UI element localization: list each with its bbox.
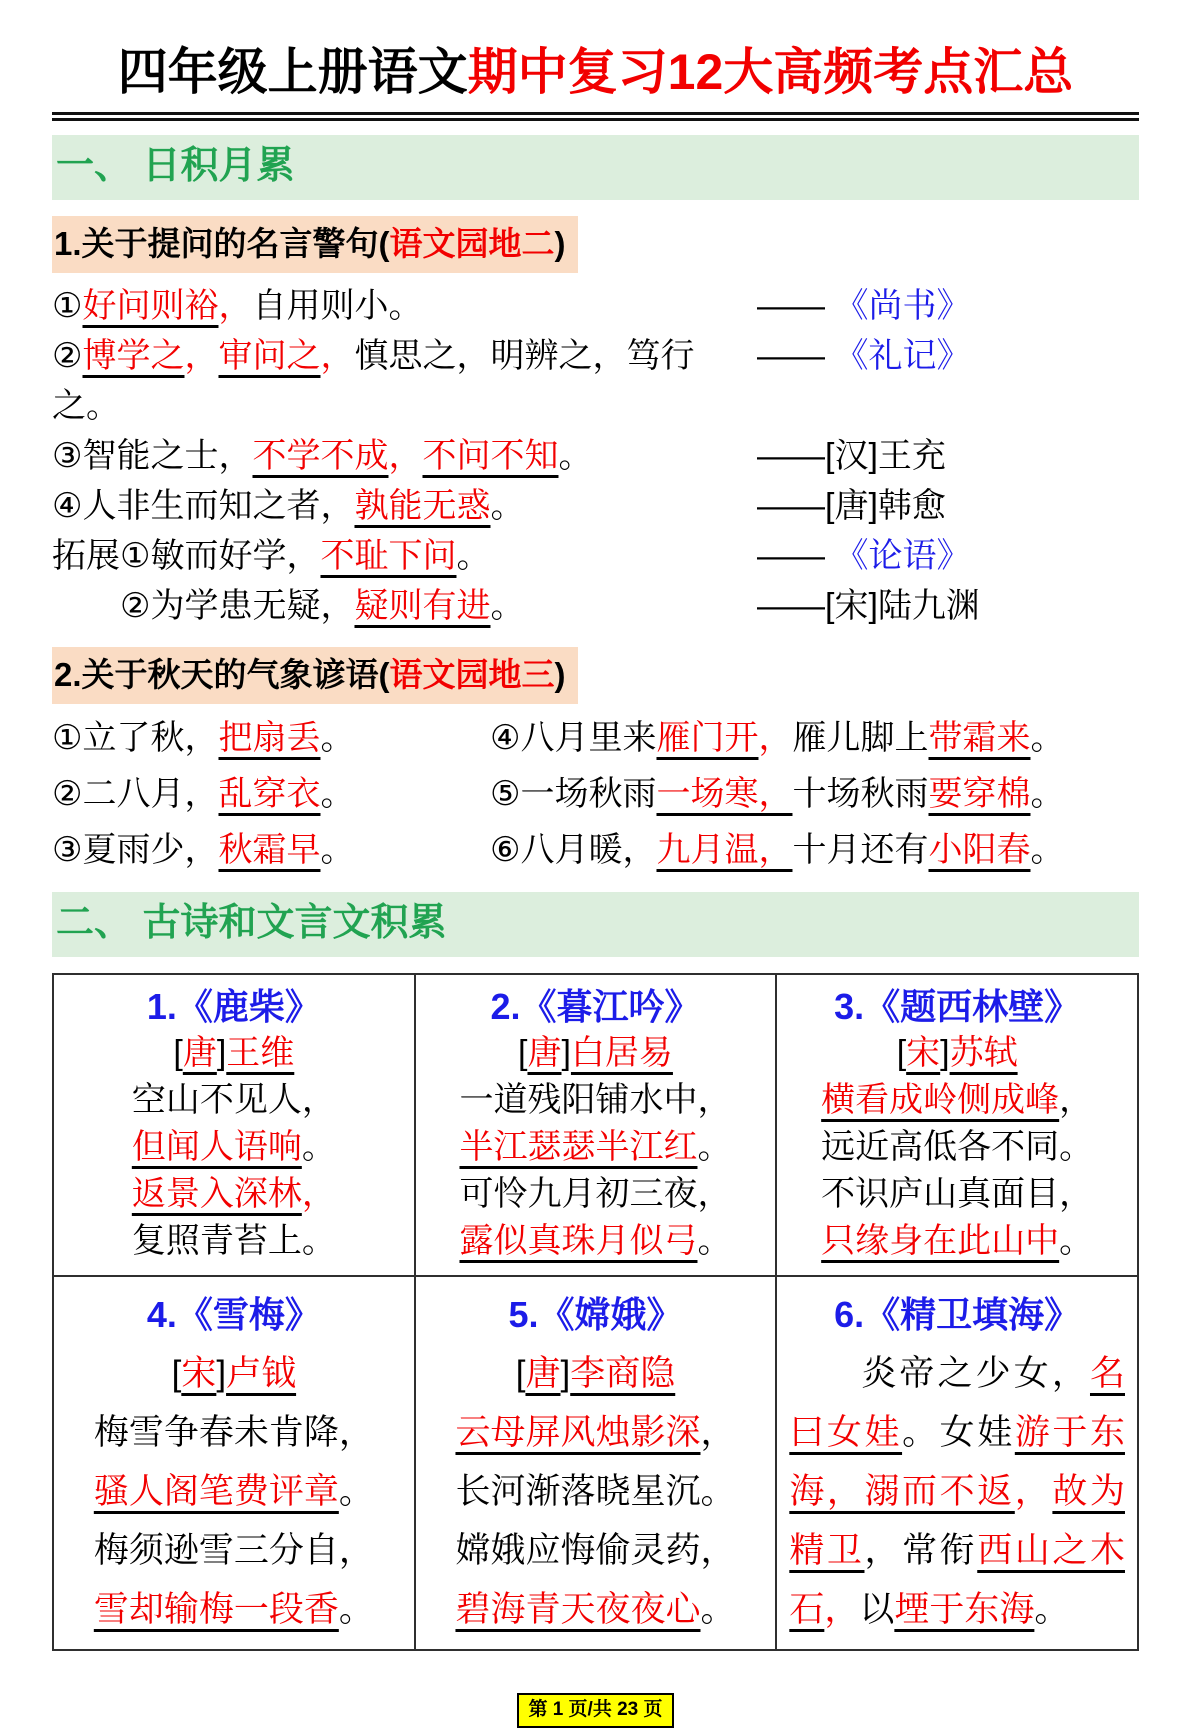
- quote-text: ③智能之士，不学不成，不问不知。: [52, 437, 593, 475]
- quote-row: [52, 531, 1139, 581]
- quote-text: 拓展①敏而好学，不耻下问。: [52, 537, 491, 575]
- quote-row: [52, 431, 1139, 481]
- poem-line: 空山不见人，: [131, 1081, 336, 1119]
- section-1-heading: 一、 日积月累: [52, 135, 1139, 200]
- poem-title: 1.《鹿柴》: [146, 986, 321, 1027]
- quote-row: [52, 331, 1139, 431]
- poem-title: 2.《暮江吟》: [490, 986, 701, 1027]
- poem-line: 雪却输梅一段香。: [93, 1590, 374, 1629]
- quote-source: —— 《论语》: [757, 537, 971, 575]
- poem-title: 4.《雪梅》: [146, 1294, 321, 1335]
- proverbs-left-column: [52, 710, 490, 878]
- weather-proverbs-list: [52, 710, 1139, 878]
- quote-text: ④人非生而知之者，孰能无惑。: [52, 487, 525, 525]
- poem-line: 骚人阁笔费评章。: [93, 1472, 374, 1511]
- poem-cell-2: [415, 974, 777, 1276]
- poem-title: 3.《题西林壁》: [834, 986, 1081, 1027]
- poem-line: 返景入深林，: [131, 1175, 336, 1213]
- subsection-2-heading: 2.关于秋天的气象谚语(语文园地三): [52, 647, 578, 704]
- poem-paragraph: 炎帝之少女，名曰女娃。女娃游于东海，溺而不返，故为精卫，常衔西山之木石，以堙于东海。: [789, 1354, 1125, 1629]
- poem-author: [宋]苏轼: [896, 1034, 1018, 1072]
- poems-table-row: [53, 1276, 1138, 1650]
- poem-line: 远近高低各不同。: [821, 1128, 1094, 1166]
- poem-line: 但闻人语响。: [131, 1128, 336, 1166]
- subsection-1-heading: 1.关于提问的名言警句(语文园地二): [52, 216, 578, 273]
- poem-cell-1: [53, 974, 415, 1276]
- proverb-item: ⑥八月暖，九月温，十月还有小阳春。: [490, 831, 1065, 869]
- poem-line: 可怜九月初三夜，: [459, 1175, 732, 1213]
- poem-author: [宋]卢钺: [171, 1354, 297, 1393]
- poem-cell-4: [53, 1276, 415, 1650]
- proverb-item: ②二八月，乱穿衣。: [52, 775, 355, 813]
- poem-author: [唐]李商隐: [515, 1354, 676, 1393]
- poems-table-row: [53, 974, 1138, 1276]
- quote-source: —— 《礼记》: [757, 337, 971, 375]
- poem-line: 长河渐落晓星沉。: [455, 1472, 736, 1511]
- poem-cell-3: [776, 974, 1138, 1276]
- poem-cell-6: [776, 1276, 1138, 1650]
- quote-row: [52, 581, 1139, 631]
- poem-line: 梅雪争春未肯降，: [93, 1413, 374, 1452]
- page-title: 四年级上册语文期中复习12大高频考点汇总: [117, 44, 1074, 100]
- poem-line: 只缘身在此山中。: [821, 1222, 1094, 1260]
- poem-line: 碧海青天夜夜心。: [455, 1590, 736, 1629]
- poem-cell-5: [415, 1276, 777, 1650]
- page-number-badge: 第 1 页/共 23 页: [517, 1693, 673, 1728]
- poem-line: 梅须逊雪三分自，: [93, 1531, 374, 1570]
- proverbs-right-column: [490, 710, 1139, 878]
- famous-quotes-list: [52, 281, 1139, 631]
- quote-source: ——[汉]王充: [757, 437, 946, 475]
- proverb-item: ⑤一场秋雨一场寒，十场秋雨要穿棉。: [490, 775, 1065, 813]
- title-double-rule: [52, 112, 1139, 121]
- poem-line: 不识庐山真面目，: [821, 1175, 1094, 1213]
- poem-line: 嫦娥应悔偷灵药，: [455, 1531, 736, 1570]
- poem-line: 横看成岭侧成峰，: [821, 1081, 1094, 1119]
- proverb-item: ③夏雨少，秋霜早。: [52, 831, 355, 869]
- poem-author: [唐]王维: [173, 1034, 295, 1072]
- quote-row: [52, 281, 1139, 331]
- poem-line: 一道残阳铺水中，: [459, 1081, 732, 1119]
- quote-source: ——[唐]韩愈: [757, 487, 946, 525]
- poem-line: 云母屏风烛影深，: [455, 1413, 736, 1452]
- quote-source: —— 《尚书》: [757, 287, 971, 325]
- poems-table: [52, 973, 1139, 1651]
- poem-author: [唐]白居易: [518, 1034, 673, 1072]
- quote-text: ②博学之，审问之，慎思之，明辨之，笃行之。: [52, 337, 695, 425]
- section-2-heading: 二、 古诗和文言文积累: [52, 892, 1139, 957]
- quote-row: [52, 481, 1139, 531]
- poem-line: 半江瑟瑟半江红。: [459, 1128, 732, 1166]
- proverb-item: ①立了秋，把扇丢。: [52, 719, 355, 757]
- poem-line: 露似真珠月似弓。: [459, 1222, 732, 1260]
- poem-title: 5.《嫦娥》: [508, 1294, 683, 1335]
- quote-text: ①好问则裕，自用则小。: [52, 287, 423, 325]
- poem-title: 6.《精卫填海》: [834, 1294, 1081, 1335]
- quote-source: ——[宋]陆九渊: [757, 587, 980, 625]
- page-footer: [52, 1693, 1139, 1728]
- proverb-item: ④八月里来雁门开，雁儿脚上带霜来。: [490, 719, 1065, 757]
- quote-text: ②为学患无疑，疑则有进。: [120, 587, 525, 625]
- poem-line: 复照青苔上。: [131, 1222, 336, 1260]
